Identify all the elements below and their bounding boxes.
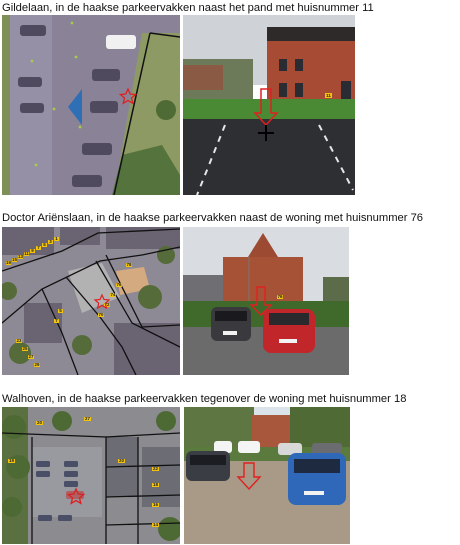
house-number-label: 18: [152, 482, 159, 488]
house-number-label: 5: [43, 242, 46, 248]
house-number-label: 20: [118, 458, 125, 464]
house-number-label: 19: [5, 260, 12, 266]
street-photo: [183, 227, 349, 375]
house-number-label: 25: [22, 346, 28, 352]
location-caption: Walhoven, in de haakse parkeervakken tegenover de woning met huisnummer 18: [2, 393, 407, 405]
house-number-label: 27: [28, 354, 34, 360]
house-number-label: 72: [104, 302, 110, 308]
house-number-label: 15: [11, 257, 18, 263]
house-number-label: 29: [34, 362, 40, 368]
house-number-label: 76: [116, 282, 122, 288]
house-number-label: 16: [152, 502, 159, 508]
house-number-label: 5: [59, 308, 62, 314]
house-number-label: 27: [84, 416, 91, 422]
house-number-label: 19: [8, 458, 15, 464]
house-number-label: 20: [36, 420, 43, 426]
house-number-label: 22: [152, 466, 159, 472]
house-number-label: 11: [24, 251, 29, 257]
street-photo: [183, 15, 355, 195]
aerial-map: [2, 15, 180, 195]
aerial-map: [2, 407, 180, 544]
house-number-label: 13: [17, 254, 24, 260]
house-number-label: 78: [126, 262, 132, 268]
street-photo: [184, 407, 350, 544]
house-number-label: 9: [31, 248, 34, 254]
house-number-label: 23: [16, 338, 22, 344]
house-number-label: 3: [49, 239, 52, 245]
house-number-label: 1: [55, 236, 58, 242]
location-caption: Doctor Ariënslaan, in de haakse parkeervakken naast de woning met huisnummer 76: [2, 212, 424, 224]
house-number-label: 74: [110, 292, 116, 298]
house-number-label: 76: [277, 294, 283, 300]
house-number-label: 70: [98, 312, 104, 318]
house-number-label: 14: [152, 522, 159, 528]
aerial-map: [2, 227, 180, 375]
house-number-label: 11: [326, 93, 331, 98]
house-number-label: 7: [55, 318, 58, 324]
location-caption: Gildelaan, in de haakse parkeervakken naast het pand met huisnummer 11: [2, 2, 374, 14]
house-number-label: 7: [37, 245, 40, 251]
